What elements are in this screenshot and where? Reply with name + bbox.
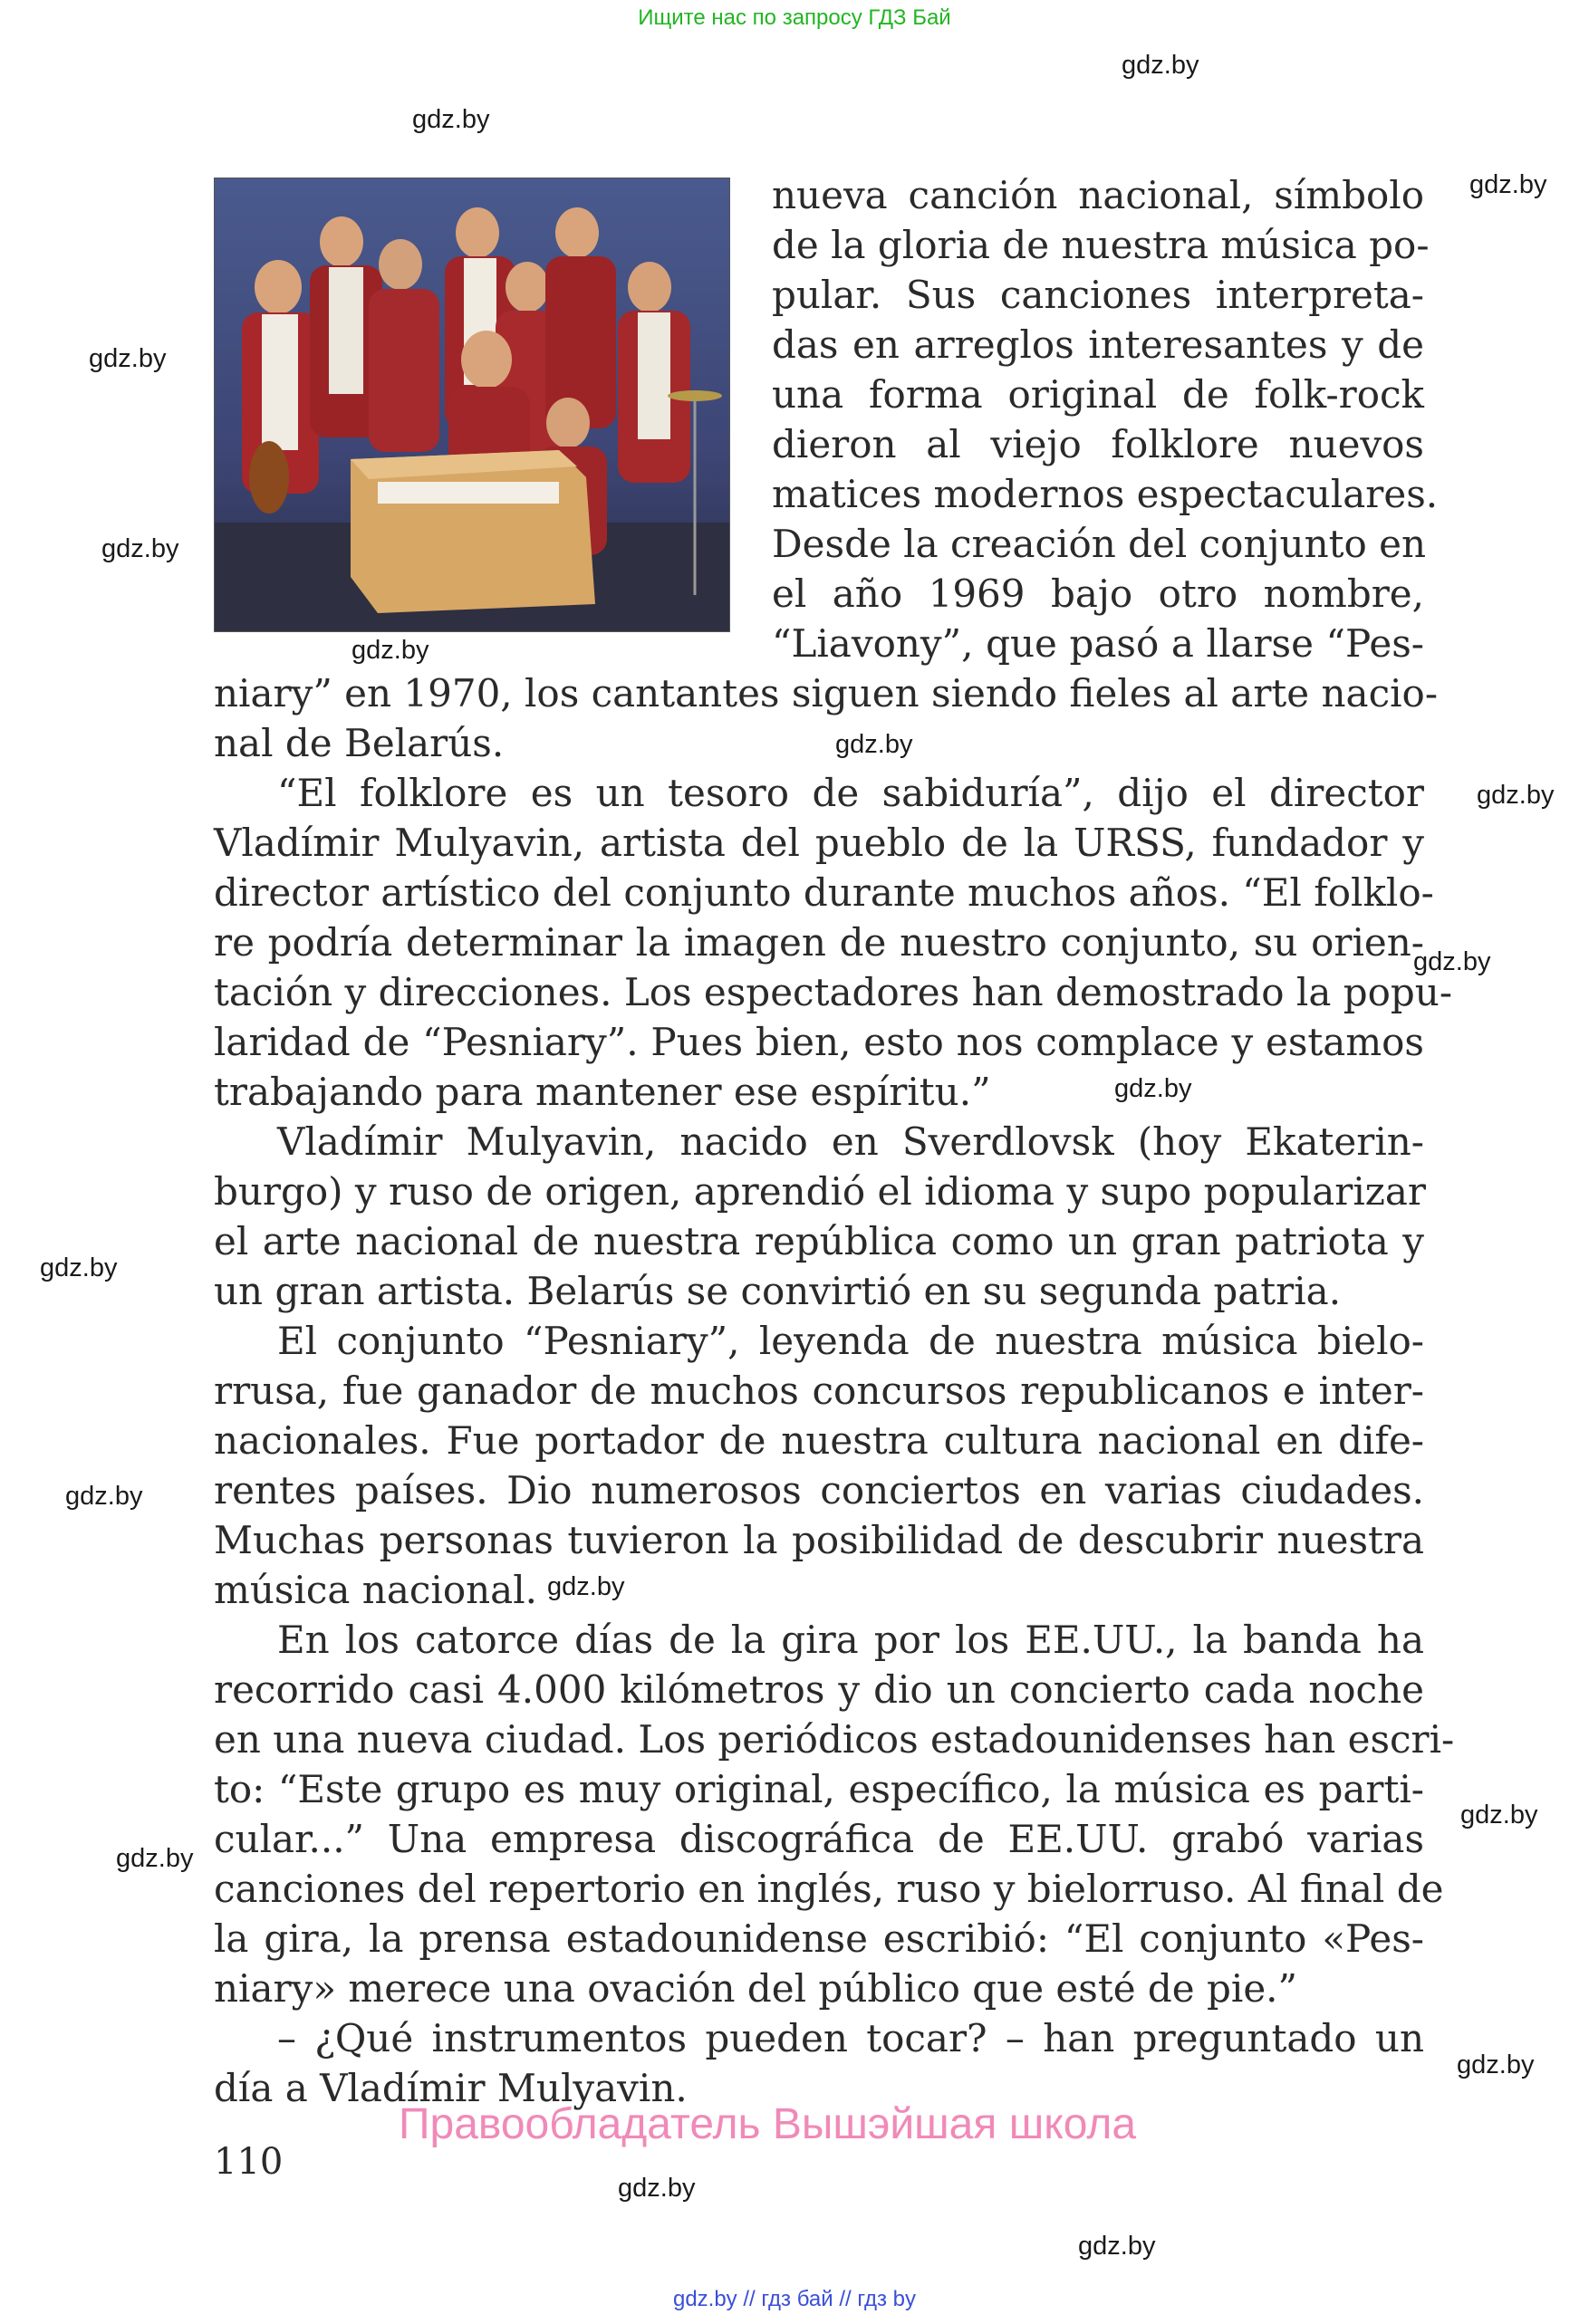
watermark: gdz.by — [1469, 170, 1547, 199]
page-number: 110 — [214, 2141, 284, 2183]
text-line: rrusa, fue ganador de muchos concursos republicanos e inter- — [214, 1368, 1424, 1413]
text-line: Vladímir Mulyavin, nacido en Sverdlovsk (hoy Ekaterin- — [277, 1119, 1424, 1164]
watermark: gdz.by — [1122, 51, 1199, 80]
text-line: das en arreglos interesantes y de — [772, 322, 1424, 367]
watermark: gdz.by — [1477, 781, 1555, 810]
paragraph — [214, 2013, 1424, 2113]
paragraph — [214, 1316, 1424, 1615]
text-line: re podría determinar la imagen de nuestro conjunto, su orien- — [214, 920, 1424, 965]
watermark: gdz.by — [40, 1253, 118, 1282]
watermark: gdz.by — [89, 344, 167, 373]
text-line: nal de Belarús. — [214, 721, 505, 765]
text-line: to: “Este grupo es muy original, específico, la música es parti- — [214, 1767, 1424, 1811]
top-banner: Ищите нас по запросу ГДЗ Бай — [638, 5, 951, 30]
band-photo-icon — [215, 178, 729, 631]
text-line: Vladímir Mulyavin, artista del pueblo de la URSS, fundador y — [214, 821, 1424, 865]
text-line: “Liavony”, que pasó a llarse “Pes- — [772, 621, 1424, 666]
watermark: gdz.by — [101, 534, 179, 563]
text-line: trabajando para mantener ese espíritu.” — [214, 1070, 991, 1114]
text-line: una forma original de folk-rock — [772, 372, 1424, 417]
watermark: gdz.by — [116, 1844, 194, 1873]
watermark: gdz.by — [1114, 1074, 1192, 1103]
bottom-links[interactable]: gdz.by // гдз бай // гдз by — [672, 2287, 917, 2311]
text-line: El conjunto “Pesniary”, leyenda de nuestra música bielo- — [277, 1319, 1424, 1363]
text-line: En los catorce días de la gira por los EE.UU., la banda ha — [277, 1618, 1424, 1662]
text-line: música nacional. — [214, 1568, 537, 1612]
text-line: burgo) y ruso de origen, aprendió el idioma y supo popularizar — [214, 1169, 1426, 1214]
paragraph — [214, 668, 1439, 768]
text-line: niary” en 1970, los cantantes siguen siendo fieles al arte nacio- — [214, 671, 1439, 715]
text-line: pular. Sus canciones interpreta- — [772, 273, 1424, 317]
text-line: canciones del repertorio en inglés, ruso y bielorruso. Al final de — [214, 1867, 1444, 1911]
text-line: matices modernos espectaculares. — [772, 472, 1439, 516]
text-line: laridad de “Pesniary”. Pues bien, esto nos complace y estamos — [214, 1020, 1424, 1064]
text-line: “El folklore es un tesoro de sabiduría”, dijo el director — [277, 771, 1424, 815]
text-line: día a Vladímir Mulyavin. — [214, 2066, 688, 2110]
watermark: gdz.by — [412, 105, 490, 134]
text-line: – ¿Qué instrumentos pueden tocar? – han preguntado un — [277, 2016, 1424, 2060]
text-line: dieron al viejo folklore nuevos — [772, 422, 1424, 466]
text-line: Desde la creación del conjunto en — [772, 522, 1427, 566]
band-photo — [214, 178, 730, 632]
watermark: gdz.by — [65, 1482, 143, 1511]
side-column-text — [772, 170, 1439, 668]
text-line: de la gloria de nuestra música po- — [772, 223, 1430, 267]
watermark: gdz.by — [1460, 1801, 1538, 1829]
text-line: el arte nacional de nuestra república como un gran patriota y — [214, 1219, 1424, 1263]
text-line: rentes países. Dio numerosos conciertos en varias ciudades. — [214, 1468, 1424, 1513]
text-line: en una nueva ciudad. Los periódicos estadounidenses han escri- — [214, 1717, 1455, 1762]
watermark: gdz.by — [1457, 2050, 1535, 2079]
paragraph — [214, 1117, 1424, 1316]
text-line: tación y direcciones. Los espectadores han demostrado la popu- — [214, 970, 1453, 1014]
watermark: gdz.by — [352, 636, 429, 665]
text-line: cular...” Una empresa discográfica de EE.UU. grabó varias — [214, 1817, 1424, 1861]
watermark: gdz.by — [1078, 2232, 1156, 2261]
watermark: gdz.by — [1413, 947, 1491, 976]
text-line: director artístico del conjunto durante muchos años. “El folklo- — [214, 870, 1434, 915]
rights-holder-watermark: Правообладатель Вышэйшая школа — [399, 2100, 1137, 2148]
text-line: nacionales. Fue portador de nuestra cultura nacional en dife- — [214, 1418, 1424, 1463]
text-line: la gira, la prensa estadounidense escribió: “El conjunto «Pes- — [214, 1916, 1424, 1961]
text-line: niary» merece una ovación del público que esté de pie.” — [214, 1966, 1297, 2011]
text-line: un gran artista. Belarús se convirtió en su segunda patria. — [214, 1269, 1342, 1313]
text-line: recorrido casi 4.000 kilómetros y dio un concierto cada noche — [214, 1667, 1424, 1712]
paragraph — [214, 1615, 1455, 2013]
text-line: Muchas personas tuvieron la posibilidad de descubrir nuestra — [214, 1518, 1424, 1562]
watermark: gdz.by — [618, 2174, 696, 2203]
text-line: nueva canción nacional, símbolo — [772, 173, 1424, 217]
watermark: gdz.by — [547, 1572, 625, 1601]
watermark: gdz.by — [835, 730, 913, 759]
text-line: el año 1969 bajo otro nombre, — [772, 571, 1424, 616]
